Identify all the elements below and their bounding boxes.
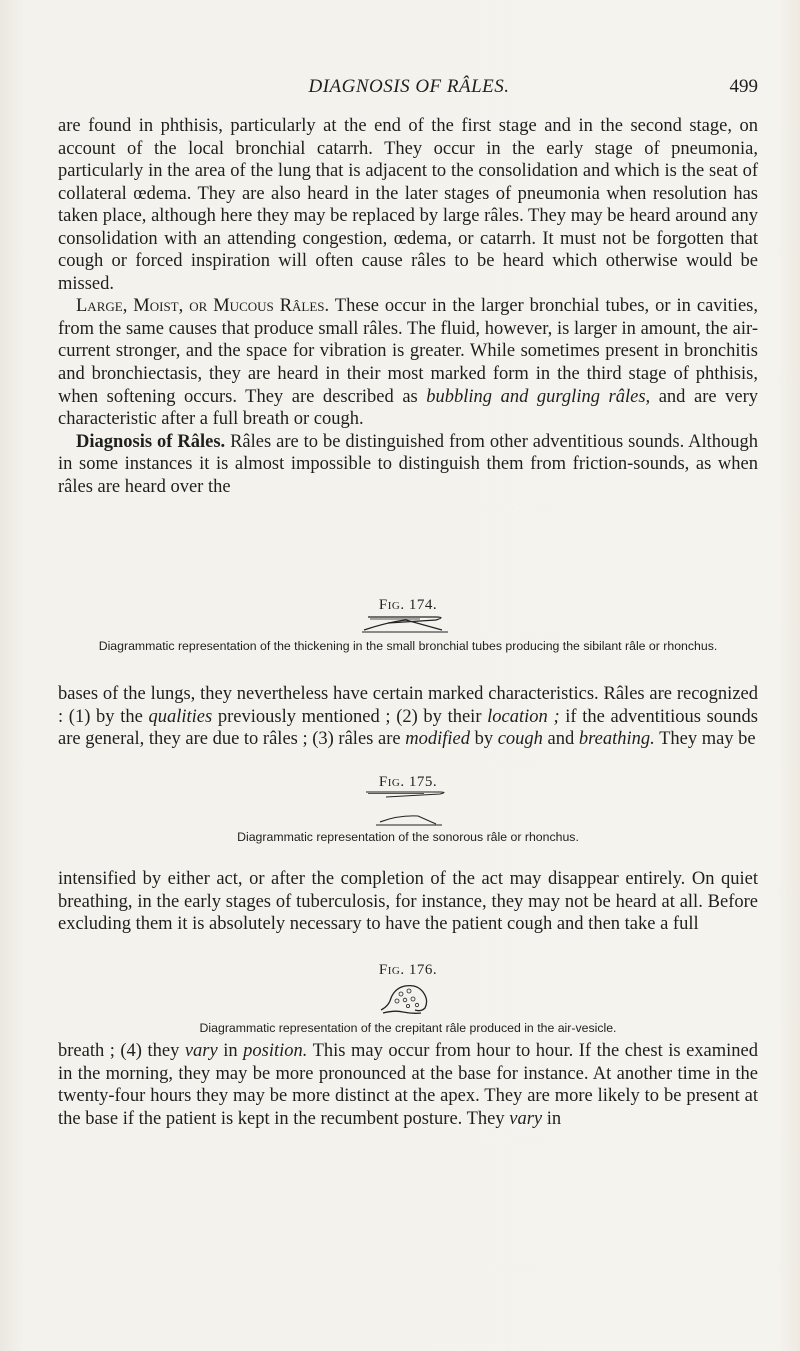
paragraph-small-rales: are found in phthisis, particularly at the end of the first stage and in the second stage, on account of the local bronchial catarrh. They occur in the early stage of pneumonia, particularly in the area of the lung that is adjacent to the consolidation and which is the seat of collateral œdema. They are also heard in the later stages of pneumonia when resolution has taken place, although here they may be replaced by large râles. They may be heard around any consolidation with an attending congestion, œdema, or catarrh. It must not be forgotten that cough or forced inspiration will often cause râles to be heard which otherwise would be missed. — [58, 116, 758, 294]
text-block-3 — [58, 868, 758, 936]
text-run: Râles are to be distinguished from other adventitious sounds. Although in some instances it is almost impossible to distinguish them from friction-sounds, as when râles are heard over the — [58, 431, 758, 497]
page-header — [60, 76, 758, 104]
emphasis: vary — [184, 1041, 218, 1061]
emphasis: bubbling and gurgling râles, — [426, 386, 651, 407]
text-run: These occur in the larger bronchial tubes, or in cavities, from the same causes that produce small râles. The fluid, however, is larger in amount, the air-current stronger, and the space for vibration is greater. While sometimes present in bronchitis and bronchiectasis, they are heard in their most marked form in the third stage of phthisis, when softening occurs. They are described as — [58, 296, 758, 407]
figure-174-illustration — [358, 614, 458, 634]
figure-175-label: Fig. 175. — [378, 774, 438, 790]
text-block-1 — [58, 115, 758, 498]
text-run: if the adventitious sounds are general, they are due to râles ; (3) râles are — [58, 706, 759, 750]
figure-176-caption: Diagrammatic representation of the crepitant râle produced in the air-vesicle. — [199, 1021, 617, 1035]
text-run: in — [542, 1108, 562, 1129]
emphasis: qualities — [148, 706, 213, 727]
paragraph-intensified: intensified by either act, or after the completion of the act may disappear entirely. On quiet breathing, in the early stages of tuberculosis, for instance, they may not be heard at all. Before excluding them it is absolutely necessary to have the patient cough and then take a full — [58, 869, 758, 935]
text-run: bases of the lungs, they nevertheless have certain marked characteristics. Râles are recognized : (1) by the — [58, 684, 758, 727]
figure-175-caption: Diagrammatic representation of the sonorous râle or rhonchus. — [237, 830, 579, 844]
running-head: DIAGNOSIS OF RÂLES. — [308, 76, 510, 97]
section-heading-diagnosis: Diagnosis of Râles. — [76, 431, 226, 452]
paragraph-rales-recognized — [58, 683, 758, 751]
text-run: They may be — [654, 729, 756, 750]
figure-174-label: Fig. 174. — [378, 597, 438, 613]
emphasis: cough — [497, 729, 543, 750]
emphasis: location ; — [487, 706, 560, 727]
text-run: by — [469, 729, 498, 750]
text-run: This may occur from hour to hour. If the chest is examined in the morning, they may be more pronounced at the base for instance. At another time in the twenty-four hours they may be more distinct at the apex. They are more likely to be present at the base if the patient is kept in the recumbent posture. They — [58, 1041, 759, 1129]
emphasis: breathing. — [578, 729, 655, 750]
paragraph-vary-position — [58, 1040, 758, 1130]
figure-175-illustration — [358, 789, 458, 829]
figure-176-label: Fig. 176. — [378, 962, 438, 978]
figure-176-illustration — [375, 980, 435, 1016]
text-block-4 — [58, 1040, 758, 1130]
emphasis: modified — [405, 729, 470, 750]
emphasis: position. — [243, 1041, 308, 1061]
paragraph-diagnosis — [58, 431, 758, 499]
text-block-2 — [58, 683, 758, 751]
text-run: in — [217, 1041, 244, 1061]
figure-174-caption: Diagrammatic representation of the thickening in the small bronchial tubes producing the sibilant râle or rhonchus. — [98, 639, 718, 653]
page-number: 499 — [729, 76, 758, 97]
text-run: breath ; (4) they — [58, 1041, 185, 1061]
emphasis: vary — [509, 1108, 543, 1129]
text-run: and are very characteristic after a full breath or cough. — [58, 386, 758, 430]
text-run: and — [542, 729, 579, 750]
section-heading-large-rales: Large, Moist, or Mucous Râles. — [76, 296, 330, 317]
paragraph-large-rales — [58, 295, 758, 430]
text-run: previously mentioned ; (2) by their — [212, 706, 488, 727]
